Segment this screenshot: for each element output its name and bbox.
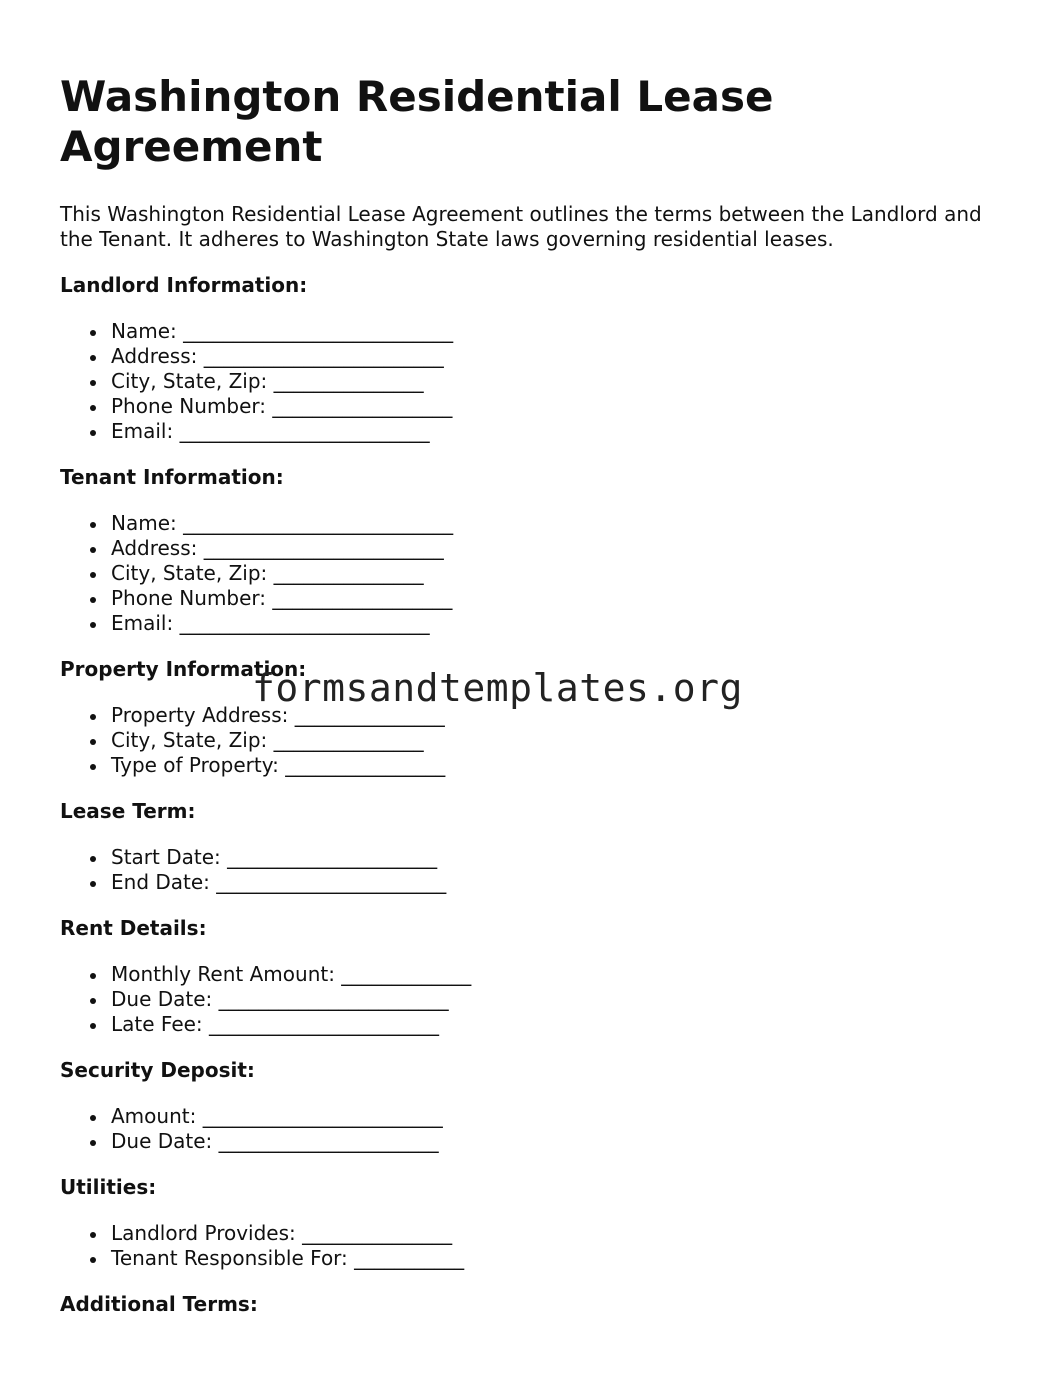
section-heading: Utilities: (60, 1175, 157, 1199)
field-tenant-name: Name: ___________________________ (111, 511, 1010, 536)
intro-paragraph: This Washington Residential Lease Agreement outlines the terms between the Landlord and the Tenant. It adheres to Washington State laws governing residential leases. (60, 202, 982, 251)
field-list (60, 1104, 1010, 1154)
field-tenant-email: Email: _________________________ (111, 611, 1010, 636)
field-list (60, 511, 1010, 636)
section-heading: Property Information: (60, 657, 307, 681)
section-heading: Security Deposit: (60, 1058, 255, 1082)
field-tenant-phone: Phone Number: __________________ (111, 586, 1010, 611)
field-landlord-address: Address: ________________________ (111, 344, 1010, 369)
section-utilities (60, 1175, 1010, 1271)
field-tenant-responsible-for: Tenant Responsible For: ___________ (111, 1246, 1010, 1271)
field-landlord-name: Name: ___________________________ (111, 319, 1010, 344)
field-list (60, 703, 1010, 778)
field-start-date: Start Date: _____________________ (111, 845, 1010, 870)
field-rent-due-date: Due Date: _______________________ (111, 987, 1010, 1012)
field-tenant-city-state-zip: City, State, Zip: _______________ (111, 561, 1010, 586)
section-lease-term (60, 799, 1010, 895)
field-list (60, 962, 1010, 1037)
field-property-city-state-zip: City, State, Zip: _______________ (111, 728, 1010, 753)
field-end-date: End Date: _______________________ (111, 870, 1010, 895)
section-landlord-information (60, 273, 1010, 444)
field-deposit-amount: Amount: ________________________ (111, 1104, 1010, 1129)
section-rent-details (60, 916, 1010, 1037)
field-deposit-due-date: Due Date: ______________________ (111, 1129, 1010, 1154)
field-list (60, 1221, 1010, 1271)
section-heading: Tenant Information: (60, 465, 284, 489)
section-tenant-information (60, 465, 1010, 636)
section-heading: Lease Term: (60, 799, 196, 823)
section-heading: Rent Details: (60, 916, 207, 940)
field-list (60, 319, 1010, 444)
document-title: Washington Residential Lease Agreement (60, 72, 774, 171)
field-monthly-rent-amount: Monthly Rent Amount: _____________ (111, 962, 1010, 987)
section-additional-terms (60, 1292, 1010, 1317)
field-list (60, 845, 1010, 895)
section-heading: Additional Terms: (60, 1292, 258, 1316)
field-late-fee: Late Fee: _______________________ (111, 1012, 1010, 1037)
field-landlord-email: Email: _________________________ (111, 419, 1010, 444)
field-landlord-provides: Landlord Provides: _______________ (111, 1221, 1010, 1246)
section-heading: Landlord Information: (60, 273, 308, 297)
watermark-text: formsandtemplates.org (252, 666, 743, 710)
field-property-address: Property Address: _______________ (111, 703, 1010, 728)
section-security-deposit (60, 1058, 1010, 1154)
field-landlord-phone: Phone Number: __________________ (111, 394, 1010, 419)
field-landlord-city-state-zip: City, State, Zip: _______________ (111, 369, 1010, 394)
field-tenant-address: Address: ________________________ (111, 536, 1010, 561)
field-property-type: Type of Property: ________________ (111, 753, 1010, 778)
